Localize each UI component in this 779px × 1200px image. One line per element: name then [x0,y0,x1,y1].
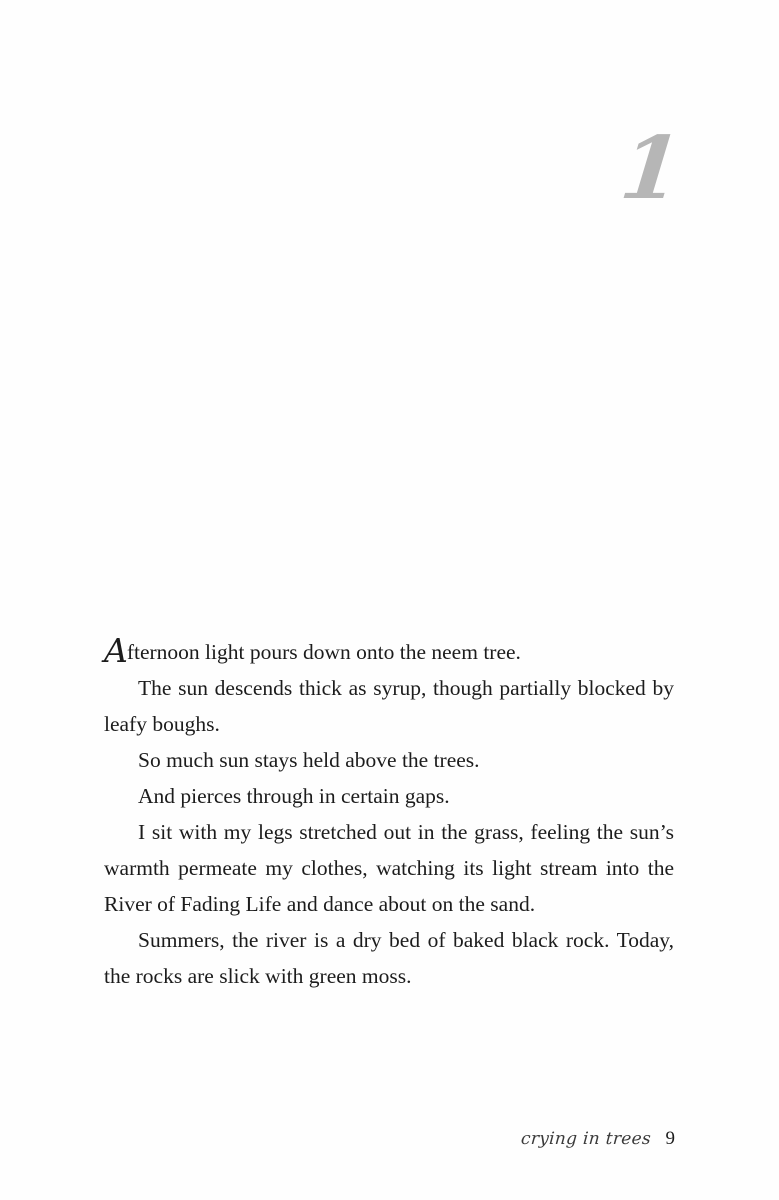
page-footer [0,1128,779,1150]
paragraph-4: And pierces through in certain gaps. [138,784,450,808]
paragraph-6: Summers, the river is a dry bed of baked black rock. Today, the rocks are slick with green moss. [104,928,674,988]
body-text-block [104,631,674,994]
page-number: 9 [665,1128,675,1149]
paragraph-3: So much sun stays held above the trees. [138,748,480,772]
running-title: crying in trees [520,1129,653,1149]
paragraph-5: I sit with my legs stretched out in the grass, feeling the sun’s warmth permeate my clothes, watching its light stream into the River of Fading Life and dance about on the sand. [104,820,674,916]
chapter-number: 1 [615,118,685,219]
paragraph-2: The sun descends thick as syrup, though partially blocked by leafy boughs. [104,676,674,736]
dropcap-letter: A [104,631,127,670]
paragraph-1 [104,631,674,670]
paragraph-1-text: fternoon light pours down onto the neem tree. [126,640,521,664]
